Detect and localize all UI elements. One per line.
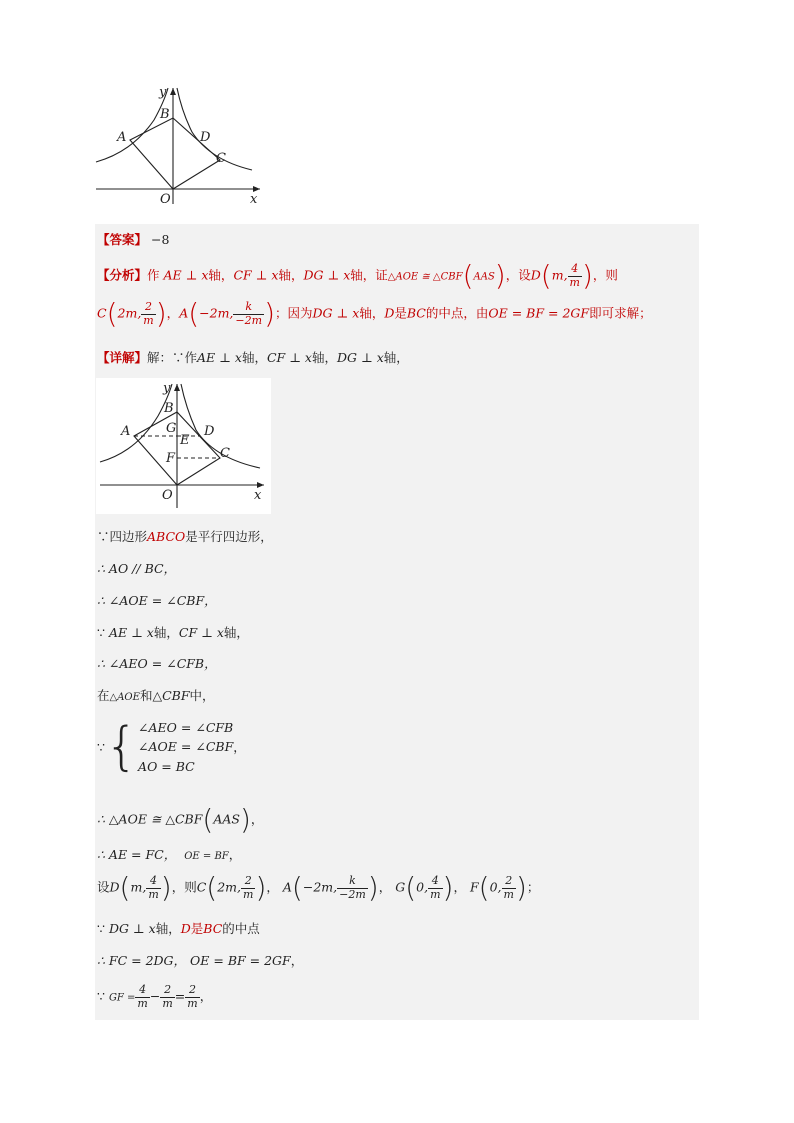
step-fc-dg: ∴ FC = 2DG， (97, 953, 187, 968)
analysis-axis: 轴， (350, 267, 376, 283)
step-8: ∴ △AOE ≅ △CBF(AAS)， (97, 803, 264, 836)
label-o: O (162, 488, 173, 503)
figure-1-diagram (92, 82, 272, 208)
detail-tag: 【详解】 (97, 350, 148, 365)
point-a: A (282, 879, 292, 895)
step-text: ∵四边形 (97, 529, 148, 544)
step-because: ∵ (97, 739, 105, 755)
step-text: 中， (189, 688, 215, 703)
detail-end: 轴， (383, 350, 409, 365)
step-bc: BC (203, 921, 223, 936)
coord-text: 0, (489, 879, 502, 895)
step-d: D (180, 921, 191, 936)
coord-text: −2m, (302, 879, 338, 895)
label-b: B (160, 107, 170, 122)
step-axis: 轴， (223, 625, 249, 640)
system-line-3: AO = BC (138, 758, 195, 774)
step-cf: CF (178, 625, 198, 640)
analysis-text: 作 (147, 267, 164, 283)
answer-row (97, 232, 169, 247)
system-line-1: ∠AEO = ∠CFB (138, 720, 234, 735)
analysis-is: 是 (394, 305, 407, 321)
step-is: 是 (190, 921, 204, 936)
step-comma: ， (228, 847, 242, 862)
analysis-bc: BC (406, 305, 426, 321)
frac-num: 4 (135, 984, 149, 998)
analysis-solve: 即可求解； (589, 305, 652, 321)
step-text: 和 (139, 688, 153, 703)
analysis-congruence: △AOE ≅ △CBF (387, 271, 463, 283)
step-perp: ⊥ (197, 625, 217, 640)
analysis-let: ，设 (505, 267, 531, 283)
detail-perp: ⊥ (215, 350, 235, 365)
analysis-line-1: 【分析】作 AE ⊥ x轴，CF ⊥ x轴，DG ⊥ x轴，证△AOE ≅ △CBF(AAS)，设D(m, $\frac{4}{m}$ )，则 (97, 259, 618, 292)
step-because: ∵ (97, 988, 105, 1004)
step-11 (97, 921, 260, 936)
label-d: D (200, 130, 211, 145)
frac-num: k (337, 875, 368, 889)
step-7-system: ∵{ ∠AEO = ∠CFB ∠AOE = ∠CBF AO = BC ， (97, 717, 246, 778)
analysis-mid: 的中点，由 (425, 305, 489, 321)
analysis-aas: AAS (473, 271, 495, 283)
step-perp: ⊥ (127, 625, 147, 640)
coord-text: m, (130, 879, 147, 895)
step-perp: ⊥ (128, 921, 149, 936)
equals: = (174, 988, 186, 1004)
detail-x: x (234, 350, 242, 365)
label-o: O (160, 192, 171, 207)
step-comma: ， (250, 811, 264, 827)
step-ae: AE (108, 625, 128, 640)
step-oe-bf-gf: OE = BF = 2GF (190, 953, 291, 968)
analysis-ae: AE (163, 267, 182, 283)
analysis-because: ；因为 (275, 305, 313, 321)
label-a: A (117, 130, 127, 145)
detail-cf: CF (266, 350, 286, 365)
sep: ， (378, 879, 392, 895)
label-b: B (164, 401, 174, 416)
step-6 (97, 688, 215, 704)
label-x: x (250, 192, 258, 207)
frac-den: m (187, 996, 198, 1010)
analysis-d: D (384, 305, 395, 321)
answer-value: −8 (151, 232, 170, 247)
point-d: D (109, 879, 120, 895)
analysis-x: x (201, 267, 209, 283)
step-12 (97, 953, 303, 968)
frac-num: 2 (160, 984, 174, 998)
frac-num: 2 (141, 301, 155, 315)
detail-ae: AE (197, 350, 216, 365)
step-2: ∴ AO // BC， (97, 561, 177, 576)
minus: − (149, 988, 161, 1004)
left-hyperbola-branch (96, 88, 168, 162)
point-f: F (469, 879, 479, 895)
step-end: ， (199, 988, 213, 1004)
frac-den: m (148, 887, 159, 901)
frac-num: 2 (241, 875, 255, 889)
analysis-prove: 证 (375, 267, 388, 283)
step-ae-fc: ∴ AE = FC， (97, 847, 177, 862)
step-3: ∴ ∠AOE = ∠CBF， (97, 593, 217, 608)
frac-num: 4 (428, 875, 442, 889)
left-hyperbola-branch (100, 384, 172, 462)
analysis-a-coord: −2m, (199, 305, 234, 321)
frac-den: m (430, 887, 441, 901)
step-dg: DG (108, 921, 129, 936)
label-f: F (166, 451, 176, 466)
step-oe-bf: OE = BF (184, 851, 229, 862)
frac-den: m (243, 887, 254, 901)
answer-tag: 【答案】 (97, 232, 148, 247)
step-then: ，则 (171, 879, 197, 895)
detail-perp: ⊥ (285, 350, 305, 365)
step-5: ∴ ∠AEO = ∠CFB， (97, 656, 217, 671)
frac-num: k (233, 301, 264, 315)
right-hyperbola-branch (177, 88, 252, 170)
step-gf: GF = (108, 992, 136, 1004)
step-end: ； (526, 879, 540, 895)
step-9 (97, 847, 241, 863)
step-x: x (146, 625, 154, 640)
detail-perp: ⊥ (357, 350, 377, 365)
analysis-perp: ⊥ (323, 267, 344, 283)
detail-intro: 解：∵作 (147, 350, 198, 365)
step-let: 设 (97, 879, 110, 895)
analysis-then: ，则 (592, 267, 618, 283)
label-y: y (163, 381, 171, 396)
frac-den: m (162, 996, 173, 1010)
step-congruence: ∴ △AOE ≅ △CBF (97, 811, 203, 827)
analysis-eq: OE = BF = 2GF (488, 305, 590, 321)
analysis-c: C (97, 305, 107, 321)
analysis-x: x (271, 267, 279, 283)
detail-axis: 轴， (241, 350, 267, 365)
step-4 (97, 625, 249, 640)
analysis-d-m: m, (551, 267, 568, 283)
analysis-perp: ⊥ (332, 305, 353, 321)
step-axis: 轴， (153, 625, 179, 640)
step-10-coords: 设D(m, $\frac{4}{m}$ )，则C(2m, $\frac{2}{m}$ )， A(−2m, $\frac{k}{-2m}$ )， G(0, $\frac{4}{m}$ )， F(0, $\frac{2}{m}$ )； (97, 871, 540, 904)
step-aas: AAS (213, 811, 240, 827)
label-g: G (166, 421, 177, 436)
frac-den: m (143, 313, 154, 327)
frac-den: −2m (339, 887, 366, 901)
analysis-dg: DG (312, 305, 333, 321)
step-13 (97, 984, 212, 1010)
frac-den: m (503, 887, 514, 901)
frac-den: m (569, 275, 580, 289)
step-text: ∵ (97, 625, 109, 640)
sep: ， (266, 879, 279, 895)
step-1 (97, 529, 273, 544)
step-tri-1: △AOE (109, 692, 140, 703)
detail-row (97, 350, 409, 365)
coord-text: 0, (416, 879, 429, 895)
analysis-a: A (179, 305, 189, 321)
label-d: D (204, 424, 215, 439)
step-comma: ， (233, 739, 246, 755)
step-text: 的中点 (222, 921, 260, 936)
point-g: G (395, 879, 406, 895)
frac-den: m (137, 996, 148, 1010)
sep: ， (453, 879, 466, 895)
label-c: C (216, 151, 226, 166)
figure-2-diagram (96, 378, 271, 514)
step-axis: 轴， (155, 921, 181, 936)
step-comma: ， (290, 953, 304, 968)
analysis-perp: ⊥ (181, 267, 202, 283)
analysis-dg: DG (303, 267, 324, 283)
analysis-axis: 轴， (359, 305, 385, 321)
step-x: x (216, 625, 224, 640)
step-text: ∵ (97, 921, 109, 936)
detail-x: x (304, 350, 312, 365)
analysis-c-coord: 2m, (117, 305, 142, 321)
parallelogram-abco (130, 118, 220, 189)
label-a: A (121, 424, 131, 439)
label-y: y (159, 85, 167, 100)
analysis-x: x (352, 305, 360, 321)
step-text: 在 (97, 688, 110, 703)
sep: ， (166, 305, 180, 321)
step-x: x (148, 921, 156, 936)
frac-num: 2 (502, 875, 516, 889)
coord-text: 2m, (217, 879, 241, 895)
point-c: C (196, 879, 207, 895)
frac-num: 4 (146, 875, 160, 889)
analysis-axis: 轴， (208, 267, 234, 283)
frac-num: 4 (568, 263, 582, 277)
analysis-perp: ⊥ (251, 267, 272, 283)
detail-dg: DG (337, 350, 358, 365)
analysis-line-2: C(2m, $\frac{2}{m}$ )，A(−2m, $\frac{k}{-2m}$ )；因为DG ⊥ x轴，D是BC的中点，由OE = BF = 2GF即可求解； (97, 297, 652, 330)
detail-x: x (376, 350, 384, 365)
step-abco: ABCO (147, 529, 186, 544)
label-c: C (220, 446, 230, 461)
analysis-d: D (530, 267, 541, 283)
system-line-2: ∠AOE = ∠CBF (138, 739, 234, 755)
frac-num: 2 (185, 984, 199, 998)
label-x: x (254, 488, 262, 503)
label-e: E (180, 433, 190, 448)
step-text: 是平行四边形， (185, 529, 273, 544)
frac-den: −2m (235, 313, 263, 327)
detail-axis: 轴， (311, 350, 337, 365)
analysis-tag: 【分析】 (97, 267, 148, 283)
analysis-axis: 轴， (278, 267, 304, 283)
analysis-x: x (343, 267, 351, 283)
step-tri-2: △CBF (152, 688, 190, 703)
analysis-cf: CF (233, 267, 252, 283)
